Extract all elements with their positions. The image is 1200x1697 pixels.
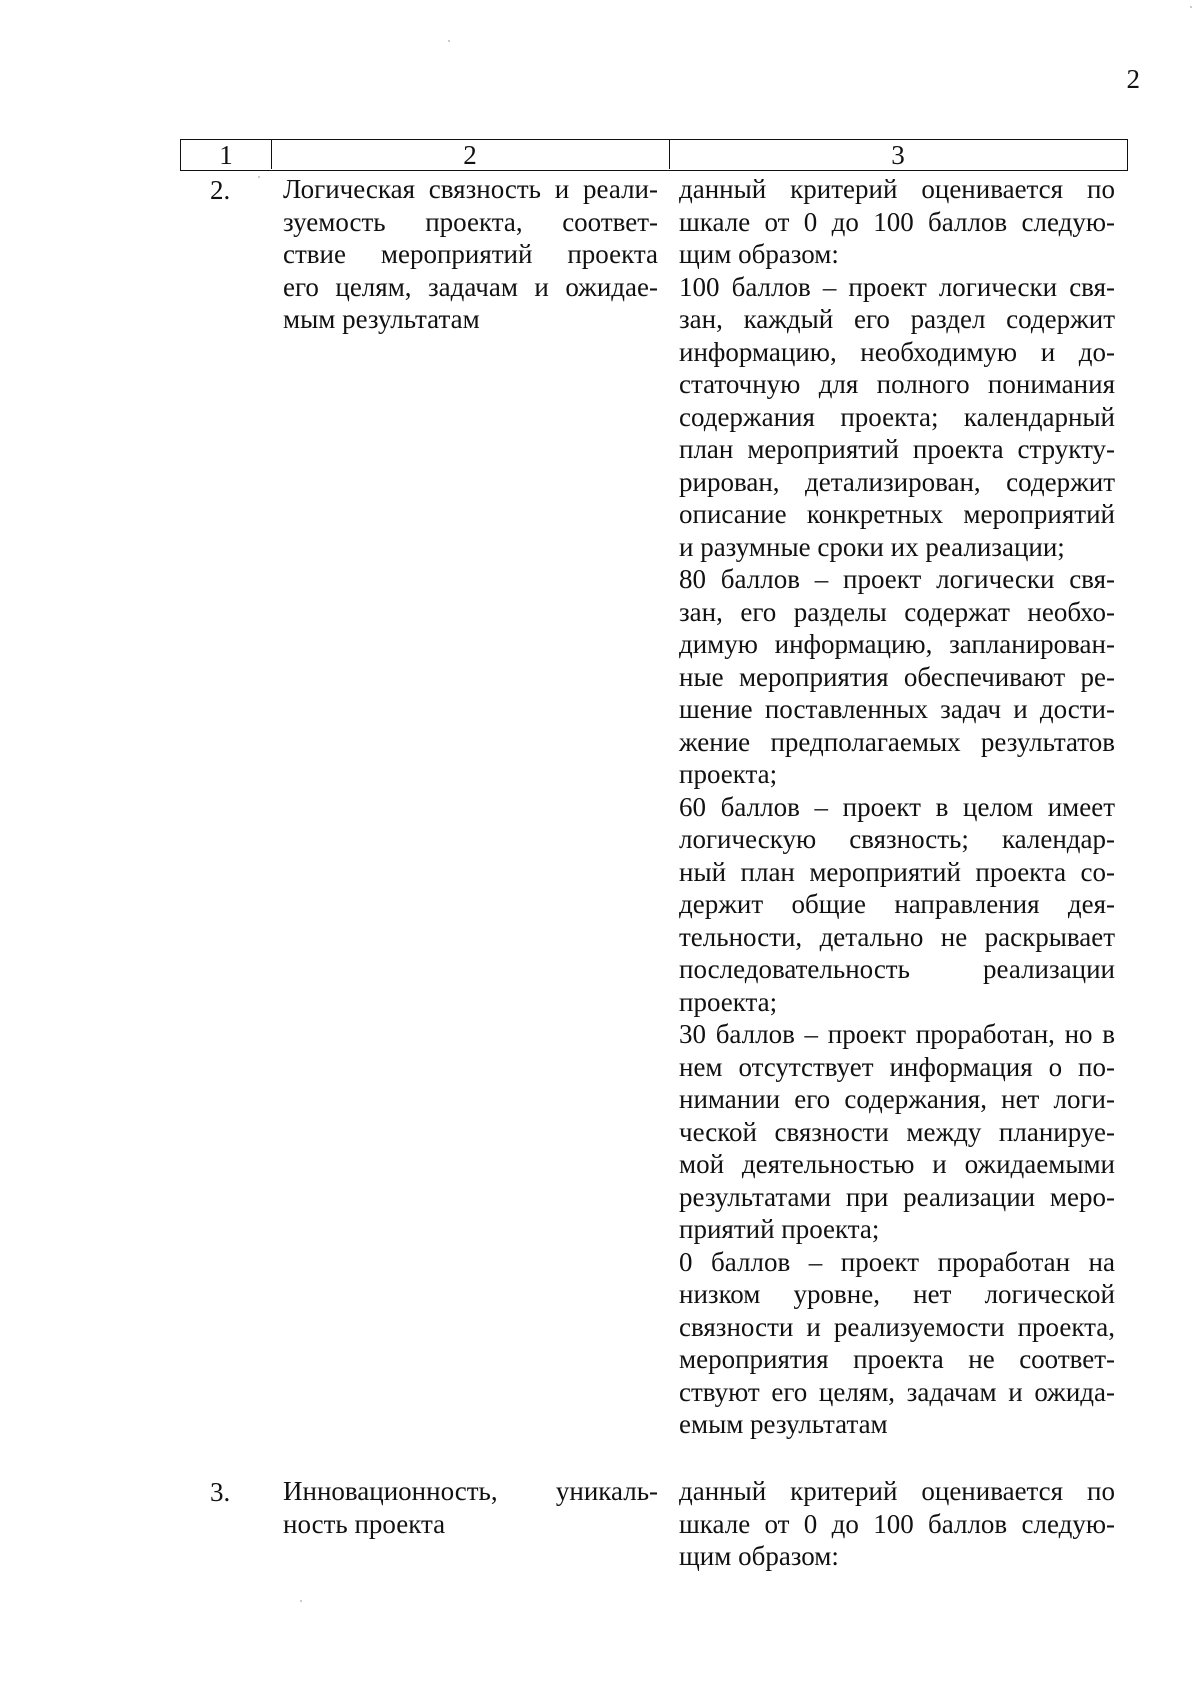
- description-line: нем отсутствует информация о по-: [679, 1051, 1115, 1082]
- row-number: 2.: [210, 175, 231, 205]
- description-line: 60 баллов – проект в целом имеет: [679, 791, 1115, 822]
- description-line: данный критерий оценивается по: [679, 1476, 1115, 1506]
- description-line: 80 баллов – проект логически свя-: [679, 564, 1115, 594]
- description-line: щим образом:: [679, 239, 839, 269]
- description-line: ный план мероприятий проекта со-: [679, 856, 1115, 887]
- description-line: мой деятельностью и ожидаемыми: [679, 1149, 1115, 1179]
- criterion-line: Инновационность, уникаль-: [283, 1476, 658, 1506]
- description-line: последовательность реализации: [679, 954, 1115, 984]
- criterion-line: мым результатам: [283, 304, 480, 334]
- criterion-line: ность проекта: [283, 1508, 446, 1539]
- description-line: план мероприятий проекта структу-: [679, 434, 1115, 464]
- description-line: данный критерий оценивается по: [679, 174, 1115, 204]
- description-line: нимании его содержания, нет логи-: [679, 1084, 1115, 1114]
- description-line: содержания проекта; календарный: [679, 401, 1115, 432]
- description-line: держит общие направления дея-: [679, 889, 1115, 919]
- description-line: 30 баллов – проект проработан, но в: [679, 1019, 1115, 1049]
- description-line: 100 баллов – проект логически свя-: [679, 271, 1115, 302]
- description-cell: [679, 173, 1115, 1441]
- description-line: проекта;: [679, 759, 778, 789]
- scan-speck: [1190, 6, 1192, 8]
- description-line: приятий проекта;: [679, 1214, 880, 1244]
- description-line: шение поставленных задач и дости-: [679, 694, 1115, 724]
- description-line: 0 баллов – проект проработан на: [679, 1246, 1115, 1277]
- description-line: щим образом:: [679, 1541, 839, 1571]
- description-line: проекта;: [679, 986, 778, 1017]
- description-line: шкале от 0 до 100 баллов следую-: [679, 206, 1115, 237]
- scan-speck: [448, 40, 450, 42]
- description-line: зан, каждый его раздел содержит: [679, 304, 1115, 334]
- description-line: димую информацию, запланирован-: [679, 629, 1115, 659]
- scan-speck: [300, 1600, 302, 1602]
- description-line: ные мероприятия обеспечивают ре-: [679, 661, 1115, 692]
- criterion-cell: [283, 1475, 658, 1540]
- description-line: низком уровне, нет логической: [679, 1279, 1115, 1309]
- table-header-col-2: 2: [463, 140, 477, 170]
- description-line: логическую связность; календар-: [679, 824, 1115, 854]
- table-header-row: [180, 139, 1128, 171]
- description-line: зан, его разделы содержат необхо-: [679, 596, 1115, 627]
- description-line: статочную для полного понимания: [679, 369, 1115, 399]
- description-line: и разумные сроки их реализации;: [679, 531, 1065, 562]
- table-header-col-1: 1: [219, 140, 233, 170]
- description-line: результатами при реализации меро-: [679, 1181, 1115, 1212]
- criterion-line: ствие мероприятий проекта: [283, 239, 658, 269]
- scan-speck: [258, 176, 260, 178]
- description-line: емым результатам: [679, 1409, 888, 1439]
- criterion-line: Логическая связность и реали-: [283, 174, 658, 204]
- criterion-line: его целям, задачам и ожидае-: [283, 271, 658, 302]
- description-line: рирован, детализирован, содержит: [679, 466, 1115, 497]
- criterion-line: зуемость проекта, соответ-: [283, 206, 658, 237]
- description-line: ческой связности между планируе-: [679, 1116, 1115, 1147]
- description-line: тельности, детально не раскрывает: [679, 921, 1115, 952]
- page-number: 2: [1126, 64, 1140, 94]
- description-cell: [679, 1475, 1115, 1573]
- row-number: 3.: [210, 1477, 231, 1507]
- description-line: информацию, необходимую и до-: [679, 336, 1115, 367]
- description-line: шкале от 0 до 100 баллов следую-: [679, 1508, 1115, 1539]
- description-line: описание конкретных мероприятий: [679, 499, 1115, 529]
- description-line: жение предполагаемых результатов: [679, 726, 1115, 757]
- criterion-cell: [283, 173, 658, 336]
- table-header-col-3: 3: [891, 140, 905, 170]
- description-line: связности и реализуемости проекта,: [679, 1311, 1115, 1342]
- description-line: мероприятия проекта не соответ-: [679, 1344, 1115, 1374]
- description-line: ствуют его целям, задачам и ожида-: [679, 1376, 1115, 1407]
